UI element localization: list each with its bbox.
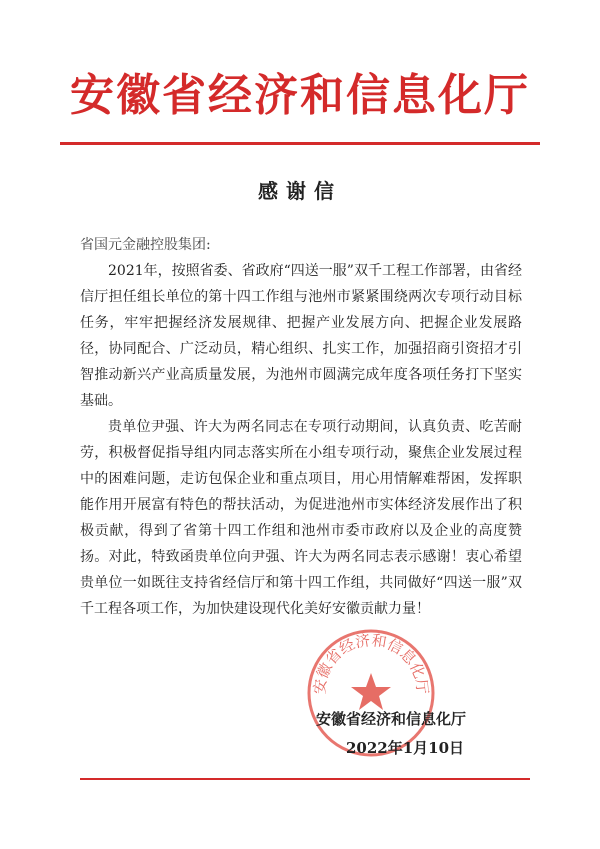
letter-date: 2022年1月10日: [346, 739, 465, 757]
letter-title: 感谢信: [258, 179, 342, 203]
letter-body: [80, 232, 522, 622]
star-icon: [351, 673, 391, 710]
letterhead-divider: [60, 142, 540, 145]
signer-name: 安徽省经济和信息化厅: [316, 710, 467, 728]
footer-divider: [80, 778, 530, 780]
letterhead-title: 安徽省经济和信息化厅: [70, 70, 530, 121]
letter-addressee: 省国元金融控股集团:: [80, 237, 211, 253]
letter-paragraph-1: 2021年，按照省委、省政府“四送一服”双千工程工作部署，由省经信厅担任组长单位的第十四工作组与池州市紧紧围绕两次专项行动目标任务，牢牢把握经济发展规律、把握产业发展方向、把握企业发展路径，协同配合、广泛动员，精心组织、扎实工作，加强招商引资招才引智推动新兴产业高质量发展，为池州市圆满完成年度各项任务打下坚实基础。: [80, 263, 522, 409]
letter-paragraph-2: 贵单位尹强、许大为两名同志在专项行动期间，认真负责、吃苦耐劳，积极督促指导组内同志落实所在小组专项行动，聚焦企业发展过程中的困难问题，走访包保企业和重点项目，用心用情解难帮困，发挥职能作用开展富有特色的帮扶活动，为促进池州市实体经济发展作出了积极贡献，得到了省第十四工作组和池州市委市政府以及企业的高度赞扬。对此，特致函贵单位向尹强、许大为两名同志表示感谢！衷心希望贵单位一如既往支持省经信厅和第十四工作组，共同做好“四送一服”双千工程各项工作，为加快建设现代化美好安徽贡献力量！: [80, 419, 522, 617]
seal-text: 安徽省经济和信息化厅: [310, 631, 432, 695]
